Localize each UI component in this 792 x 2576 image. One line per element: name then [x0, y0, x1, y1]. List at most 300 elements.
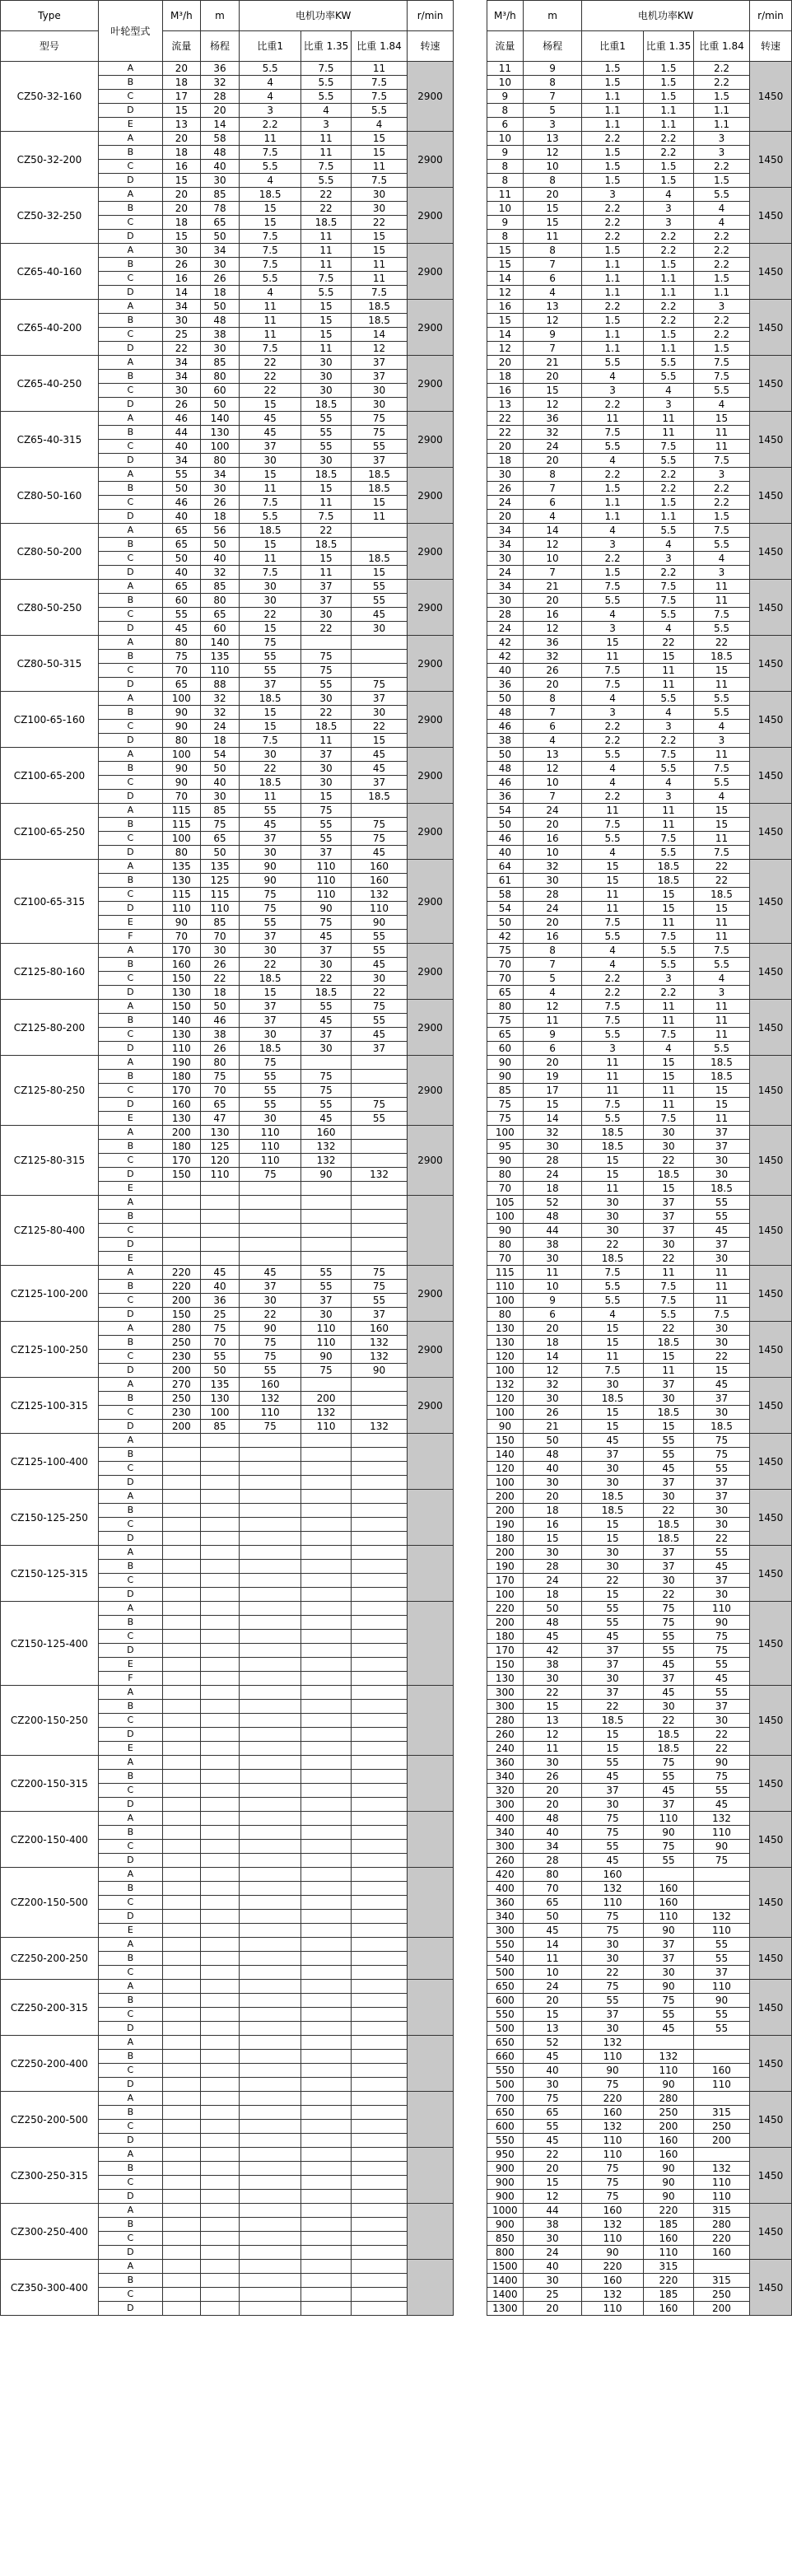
power-sg1-1450-cell: 1.5	[582, 62, 644, 76]
column-gap	[454, 1014, 487, 1028]
head-2900-cell	[200, 1210, 240, 1224]
power-sg1-1450-cell: 30	[582, 1378, 644, 1392]
table-row	[1, 104, 792, 118]
head-1450-cell: 8	[523, 76, 581, 90]
head-2900-cell	[200, 1196, 240, 1210]
flow-1450-cell: 105	[487, 1196, 523, 1210]
power-sg184-1450-cell: 22	[694, 1728, 750, 1742]
flow-2900-cell	[162, 1770, 200, 1784]
power-sg184-1450-cell: 3	[694, 734, 750, 748]
table-row	[1, 1966, 792, 1980]
power-sg184-1450-cell: 75	[694, 1854, 750, 1868]
head-1450-cell: 32	[523, 650, 581, 664]
impeller-cell: B	[98, 426, 162, 440]
speed-1450-cell: 1450	[749, 1126, 791, 1196]
impeller-cell: C	[98, 384, 162, 398]
power-sg184-1450-cell: 37	[694, 1700, 750, 1714]
column-gap	[454, 748, 487, 762]
head-1450-cell: 36	[523, 636, 581, 650]
head-1450-cell: 20	[523, 1784, 581, 1798]
power-sg1-1450-cell: 15	[582, 1406, 644, 1420]
flow-2900-cell	[162, 1560, 200, 1574]
power-sg184-1450-cell: 3	[694, 566, 750, 580]
power-sg184-1450-cell: 15	[694, 804, 750, 818]
head-1450-cell: 24	[523, 804, 581, 818]
impeller-cell: A	[98, 468, 162, 482]
power-sg1-1450-cell: 15	[582, 1518, 644, 1532]
power-sg1-2900-cell	[240, 1182, 301, 1196]
head-1450-cell: 16	[523, 930, 581, 944]
power-sg1-1450-cell: 75	[582, 2162, 644, 2176]
column-gap	[454, 1056, 487, 1070]
power-sg184-2900-cell: 30	[352, 202, 408, 216]
power-sg1-1450-cell: 30	[582, 1210, 644, 1224]
header-head: 杨程	[200, 31, 240, 62]
header-impeller: 叶轮型式	[98, 1, 162, 62]
impeller-cell: C	[98, 776, 162, 790]
power-sg184-1450-cell	[694, 2148, 750, 2162]
power-sg184-1450-cell: 37	[694, 1238, 750, 1252]
impeller-cell: D	[98, 1042, 162, 1056]
table-row	[1, 1980, 792, 1994]
flow-1450-cell: 500	[487, 2022, 523, 2036]
power-sg135-2900-cell: 90	[300, 902, 351, 916]
power-sg135-1450-cell: 160	[643, 1882, 693, 1896]
power-sg1-1450-cell: 37	[582, 1784, 644, 1798]
head-2900-cell	[200, 1490, 240, 1504]
power-sg1-1450-cell: 30	[582, 1798, 644, 1812]
power-sg135-2900-cell: 18.5	[300, 468, 351, 482]
power-sg135-1450-cell: 1.5	[643, 496, 693, 510]
power-sg135-1450-cell: 3	[643, 972, 693, 986]
column-gap	[454, 1490, 487, 1504]
power-sg1-1450-cell: 11	[582, 804, 644, 818]
power-sg1-1450-cell: 30	[582, 1938, 644, 1952]
flow-2900-cell: 46	[162, 496, 200, 510]
power-sg135-2900-cell	[300, 2218, 351, 2232]
power-sg184-2900-cell	[352, 1490, 408, 1504]
power-sg135-1450-cell: 5.5	[643, 454, 693, 468]
power-sg135-2900-cell	[300, 1504, 351, 1518]
power-sg184-2900-cell	[352, 2274, 408, 2288]
flow-1450-cell: 24	[487, 496, 523, 510]
flow-2900-cell	[162, 1448, 200, 1462]
power-sg135-1450-cell: 75	[643, 1602, 693, 1616]
impeller-cell: B	[98, 2050, 162, 2064]
power-sg135-2900-cell: 55	[300, 1098, 351, 1112]
impeller-cell: C	[98, 2064, 162, 2078]
table-row	[1, 1756, 792, 1770]
impeller-cell: B	[98, 76, 162, 90]
flow-1450-cell: 150	[487, 1658, 523, 1672]
column-gap	[454, 692, 487, 706]
power-sg184-1450-cell: 90	[694, 1616, 750, 1630]
power-sg1-2900-cell: 11	[240, 790, 301, 804]
power-sg1-2900-cell	[240, 1224, 301, 1238]
flow-2900-cell	[162, 1672, 200, 1686]
power-sg1-2900-cell: 7.5	[240, 230, 301, 244]
power-sg184-1450-cell: 15	[694, 1098, 750, 1112]
power-sg135-1450-cell: 15	[643, 1350, 693, 1364]
power-sg135-2900-cell	[300, 1196, 351, 1210]
power-sg184-1450-cell: 4	[694, 972, 750, 986]
flow-2900-cell: 90	[162, 706, 200, 720]
model-cell: CZ125-80-315	[1, 1126, 99, 1196]
power-sg1-1450-cell: 11	[582, 1084, 644, 1098]
flow-2900-cell	[162, 1630, 200, 1644]
power-sg1-1450-cell: 30	[582, 1476, 644, 1490]
column-gap	[454, 1826, 487, 1840]
flow-1450-cell: 80	[487, 1168, 523, 1182]
power-sg1-1450-cell: 160	[582, 2106, 644, 2120]
flow-1450-cell: 46	[487, 776, 523, 790]
power-sg135-1450-cell: 11	[643, 1364, 693, 1378]
power-sg184-2900-cell: 7.5	[352, 76, 408, 90]
power-sg135-2900-cell: 11	[300, 734, 351, 748]
head-2900-cell: 18	[200, 286, 240, 300]
table-row	[1, 1112, 792, 1126]
power-sg184-2900-cell	[352, 2064, 408, 2078]
impeller-cell: D	[98, 1588, 162, 1602]
impeller-cell: F	[98, 1672, 162, 1686]
column-gap	[454, 1028, 487, 1042]
flow-2900-cell	[162, 1798, 200, 1812]
power-sg184-1450-cell: 11	[694, 594, 750, 608]
speed-2900-cell: 2900	[408, 244, 454, 300]
power-sg135-2900-cell: 11	[300, 258, 351, 272]
flow-2900-cell	[162, 1196, 200, 1210]
power-sg1-2900-cell: 15	[240, 538, 301, 552]
power-sg1-2900-cell: 5.5	[240, 62, 301, 76]
table-row	[1, 174, 792, 188]
impeller-cell: A	[98, 636, 162, 650]
flow-1450-cell: 100	[487, 1406, 523, 1420]
head-2900-cell: 75	[200, 818, 240, 832]
head-1450-cell: 55	[523, 2120, 581, 2134]
power-sg184-1450-cell: 30	[694, 1322, 750, 1336]
column-gap	[454, 846, 487, 860]
head-1450-cell: 65	[523, 2106, 581, 2120]
header-speed-unit: r/min	[408, 1, 454, 31]
table-row	[1, 1700, 792, 1714]
head-1450-cell: 30	[523, 874, 581, 888]
power-sg1-2900-cell: 15	[240, 706, 301, 720]
flow-2900-cell: 65	[162, 580, 200, 594]
table-row	[1, 2246, 792, 2260]
flow-1450-cell: 400	[487, 1812, 523, 1826]
power-sg184-1450-cell: 22	[694, 636, 750, 650]
power-sg1-1450-cell: 2.2	[582, 986, 644, 1000]
head-1450-cell: 48	[523, 1210, 581, 1224]
power-sg1-2900-cell	[240, 1840, 301, 1854]
power-sg135-1450-cell: 110	[643, 2064, 693, 2078]
power-sg184-2900-cell: 15	[352, 496, 408, 510]
power-sg1-2900-cell: 11	[240, 328, 301, 342]
power-sg184-2900-cell: 22	[352, 216, 408, 230]
table-row	[1, 916, 792, 930]
table-row	[1, 468, 792, 482]
head-1450-cell: 26	[523, 1406, 581, 1420]
table-row	[1, 286, 792, 300]
head-2900-cell	[200, 1938, 240, 1952]
impeller-cell: E	[98, 1658, 162, 1672]
power-sg1-2900-cell	[240, 1560, 301, 1574]
table-row	[1, 1224, 792, 1238]
power-sg1-1450-cell: 2.2	[582, 734, 644, 748]
flow-1450-cell: 115	[487, 1266, 523, 1280]
flow-2900-cell	[162, 1546, 200, 1560]
column-gap	[454, 1798, 487, 1812]
head-2900-cell: 30	[200, 482, 240, 496]
flow-1450-cell: 48	[487, 706, 523, 720]
power-sg184-1450-cell: 55	[694, 1546, 750, 1560]
power-sg184-1450-cell: 1.5	[694, 510, 750, 524]
power-sg1-1450-cell: 160	[582, 2274, 644, 2288]
head-2900-cell: 65	[200, 832, 240, 846]
column-gap	[454, 930, 487, 944]
power-sg184-1450-cell: 18.5	[694, 1056, 750, 1070]
flow-2900-cell	[162, 1952, 200, 1966]
power-sg135-1450-cell: 45	[643, 1658, 693, 1672]
table-row	[1, 1840, 792, 1854]
power-sg184-2900-cell	[352, 1938, 408, 1952]
power-sg135-1450-cell: 45	[643, 1686, 693, 1700]
power-sg135-1450-cell: 11	[643, 664, 693, 678]
power-sg135-2900-cell: 30	[300, 608, 351, 622]
power-sg184-1450-cell: 30	[694, 1504, 750, 1518]
column-gap	[454, 1252, 487, 1266]
flow-1450-cell: 100	[487, 1476, 523, 1490]
head-1450-cell: 15	[523, 1700, 581, 1714]
power-sg135-1450-cell	[643, 1868, 693, 1882]
column-gap	[454, 1084, 487, 1098]
impeller-cell: B	[98, 1280, 162, 1294]
power-sg1-2900-cell: 37	[240, 1280, 301, 1294]
column-gap	[454, 1756, 487, 1770]
head-2900-cell: 26	[200, 1042, 240, 1056]
power-sg1-2900-cell: 45	[240, 412, 301, 426]
column-gap	[454, 1714, 487, 1728]
power-sg135-2900-cell: 11	[300, 230, 351, 244]
power-sg135-2900-cell	[300, 2148, 351, 2162]
flow-2900-cell	[162, 1882, 200, 1896]
power-sg1-2900-cell	[240, 1602, 301, 1616]
power-sg135-1450-cell: 4	[643, 622, 693, 636]
power-sg184-2900-cell	[352, 1952, 408, 1966]
power-sg135-2900-cell: 110	[300, 874, 351, 888]
power-sg135-2900-cell: 75	[300, 1084, 351, 1098]
power-sg184-2900-cell	[352, 1560, 408, 1574]
impeller-cell: D	[98, 2302, 162, 2316]
speed-2900-cell	[408, 1490, 454, 1546]
flow-1450-cell: 20	[487, 356, 523, 370]
power-sg135-2900-cell: 7.5	[300, 510, 351, 524]
power-sg135-1450-cell: 160	[643, 2302, 693, 2316]
power-sg135-2900-cell: 55	[300, 818, 351, 832]
power-sg135-1450-cell: 11	[643, 1084, 693, 1098]
head-2900-cell: 65	[200, 608, 240, 622]
head-2900-cell: 130	[200, 426, 240, 440]
power-sg135-1450-cell: 185	[643, 2288, 693, 2302]
speed-1450-cell: 1450	[749, 1000, 791, 1056]
speed-2900-cell: 2900	[408, 944, 454, 1000]
power-sg184-1450-cell: 3	[694, 468, 750, 482]
impeller-cell: D	[98, 1308, 162, 1322]
table-row	[1, 1504, 792, 1518]
flow-1450-cell: 200	[487, 1616, 523, 1630]
model-cell: CZ300-250-315	[1, 2148, 99, 2204]
power-sg1-2900-cell	[240, 1630, 301, 1644]
power-sg135-2900-cell	[300, 1672, 351, 1686]
power-sg184-1450-cell: 110	[694, 1602, 750, 1616]
flow-2900-cell: 160	[162, 1098, 200, 1112]
power-sg135-1450-cell: 30	[643, 1966, 693, 1980]
head-2900-cell	[200, 2022, 240, 2036]
power-sg184-2900-cell	[352, 1448, 408, 1462]
power-sg135-2900-cell	[300, 2106, 351, 2120]
head-1450-cell: 20	[523, 678, 581, 692]
power-sg135-2900-cell: 4	[300, 104, 351, 118]
head-2900-cell: 54	[200, 748, 240, 762]
speed-2900-cell	[408, 2204, 454, 2260]
head-2900-cell: 30	[200, 174, 240, 188]
table-row	[1, 496, 792, 510]
flow-1450-cell: 900	[487, 2176, 523, 2190]
flow-1450-cell: 36	[487, 678, 523, 692]
impeller-cell: C	[98, 832, 162, 846]
power-sg1-1450-cell: 4	[582, 454, 644, 468]
power-sg184-1450-cell	[694, 1882, 750, 1896]
flow-1450-cell: 8	[487, 104, 523, 118]
table-row	[1, 1042, 792, 1056]
power-sg1-1450-cell: 1.1	[582, 496, 644, 510]
header-head-unit-right: m	[523, 1, 581, 31]
flow-2900-cell: 100	[162, 832, 200, 846]
head-2900-cell: 38	[200, 328, 240, 342]
impeller-cell: E	[98, 1924, 162, 1938]
table-row	[1, 1126, 792, 1140]
power-sg184-1450-cell: 18.5	[694, 1070, 750, 1084]
head-1450-cell: 11	[523, 1952, 581, 1966]
flow-2900-cell: 160	[162, 958, 200, 972]
table-row	[1, 440, 792, 454]
power-sg1-2900-cell	[240, 2274, 301, 2288]
impeller-cell: A	[98, 2092, 162, 2106]
power-sg1-1450-cell: 7.5	[582, 1266, 644, 1280]
power-sg135-2900-cell	[300, 2050, 351, 2064]
flow-2900-cell	[162, 1784, 200, 1798]
power-sg184-1450-cell: 11	[694, 1280, 750, 1294]
power-sg184-2900-cell	[352, 1686, 408, 1700]
power-sg184-1450-cell: 5.5	[694, 622, 750, 636]
power-sg184-1450-cell: 110	[694, 1980, 750, 1994]
power-sg184-1450-cell: 7.5	[694, 1308, 750, 1322]
power-sg135-2900-cell	[300, 1616, 351, 1630]
impeller-cell: C	[98, 496, 162, 510]
flow-2900-cell	[162, 1644, 200, 1658]
impeller-cell: D	[98, 678, 162, 692]
power-sg184-1450-cell: 2.2	[694, 328, 750, 342]
column-gap	[454, 426, 487, 440]
power-sg184-1450-cell: 2.2	[694, 258, 750, 272]
impeller-cell: D	[98, 2246, 162, 2260]
head-2900-cell: 80	[200, 454, 240, 468]
column-gap	[454, 1966, 487, 1980]
power-sg184-2900-cell	[352, 1756, 408, 1770]
power-sg1-2900-cell	[240, 1882, 301, 1896]
power-sg184-2900-cell: 75	[352, 1280, 408, 1294]
power-sg184-2900-cell: 55	[352, 1112, 408, 1126]
power-sg135-2900-cell	[300, 1910, 351, 1924]
head-2900-cell	[200, 1756, 240, 1770]
power-sg184-1450-cell: 55	[694, 1196, 750, 1210]
power-sg135-2900-cell	[300, 1378, 351, 1392]
power-sg184-2900-cell	[352, 2302, 408, 2316]
power-sg135-2900-cell	[300, 1182, 351, 1196]
flow-2900-cell	[162, 1868, 200, 1882]
flow-1450-cell: 61	[487, 874, 523, 888]
table-row	[1, 1812, 792, 1826]
power-sg184-2900-cell: 22	[352, 720, 408, 734]
flow-1450-cell: 24	[487, 566, 523, 580]
power-sg1-1450-cell: 18.5	[582, 1140, 644, 1154]
column-gap	[454, 31, 487, 62]
speed-2900-cell	[408, 1546, 454, 1602]
power-sg135-1450-cell: 18.5	[643, 1742, 693, 1756]
power-sg1-2900-cell: 11	[240, 552, 301, 566]
head-2900-cell: 40	[200, 776, 240, 790]
flow-1450-cell: 75	[487, 944, 523, 958]
power-sg1-1450-cell: 1.1	[582, 90, 644, 104]
speed-1450-cell: 1450	[749, 300, 791, 356]
power-sg184-2900-cell: 45	[352, 1028, 408, 1042]
column-gap	[454, 1504, 487, 1518]
table-row	[1, 1882, 792, 1896]
table-row	[1, 2078, 792, 2092]
header-head-right: 杨程	[523, 31, 581, 62]
head-2900-cell	[200, 1784, 240, 1798]
table-row	[1, 1070, 792, 1084]
table-row	[1, 2008, 792, 2022]
power-sg135-1450-cell: 7.5	[643, 1112, 693, 1126]
power-sg184-2900-cell: 45	[352, 958, 408, 972]
power-sg1-2900-cell: 30	[240, 454, 301, 468]
power-sg135-1450-cell: 37	[643, 1378, 693, 1392]
power-sg184-1450-cell: 160	[694, 2064, 750, 2078]
column-gap	[454, 678, 487, 692]
head-1450-cell: 21	[523, 580, 581, 594]
head-2900-cell	[200, 1812, 240, 1826]
flow-2900-cell: 14	[162, 286, 200, 300]
flow-1450-cell: 260	[487, 1854, 523, 1868]
power-sg135-2900-cell: 37	[300, 1294, 351, 1308]
flow-2900-cell: 250	[162, 1336, 200, 1350]
column-gap	[454, 1308, 487, 1322]
table-row	[1, 1378, 792, 1392]
table-row	[1, 1364, 792, 1378]
power-sg1-2900-cell: 75	[240, 1420, 301, 1434]
power-sg135-2900-cell	[300, 1756, 351, 1770]
power-sg135-1450-cell: 55	[643, 2008, 693, 2022]
column-gap	[454, 1182, 487, 1196]
power-sg135-2900-cell	[300, 2176, 351, 2190]
power-sg135-2900-cell	[300, 2078, 351, 2092]
table-row	[1, 1798, 792, 1812]
power-sg1-1450-cell: 2.2	[582, 230, 644, 244]
power-sg1-2900-cell	[240, 1462, 301, 1476]
flow-1450-cell: 700	[487, 2092, 523, 2106]
power-sg135-1450-cell: 160	[643, 1896, 693, 1910]
